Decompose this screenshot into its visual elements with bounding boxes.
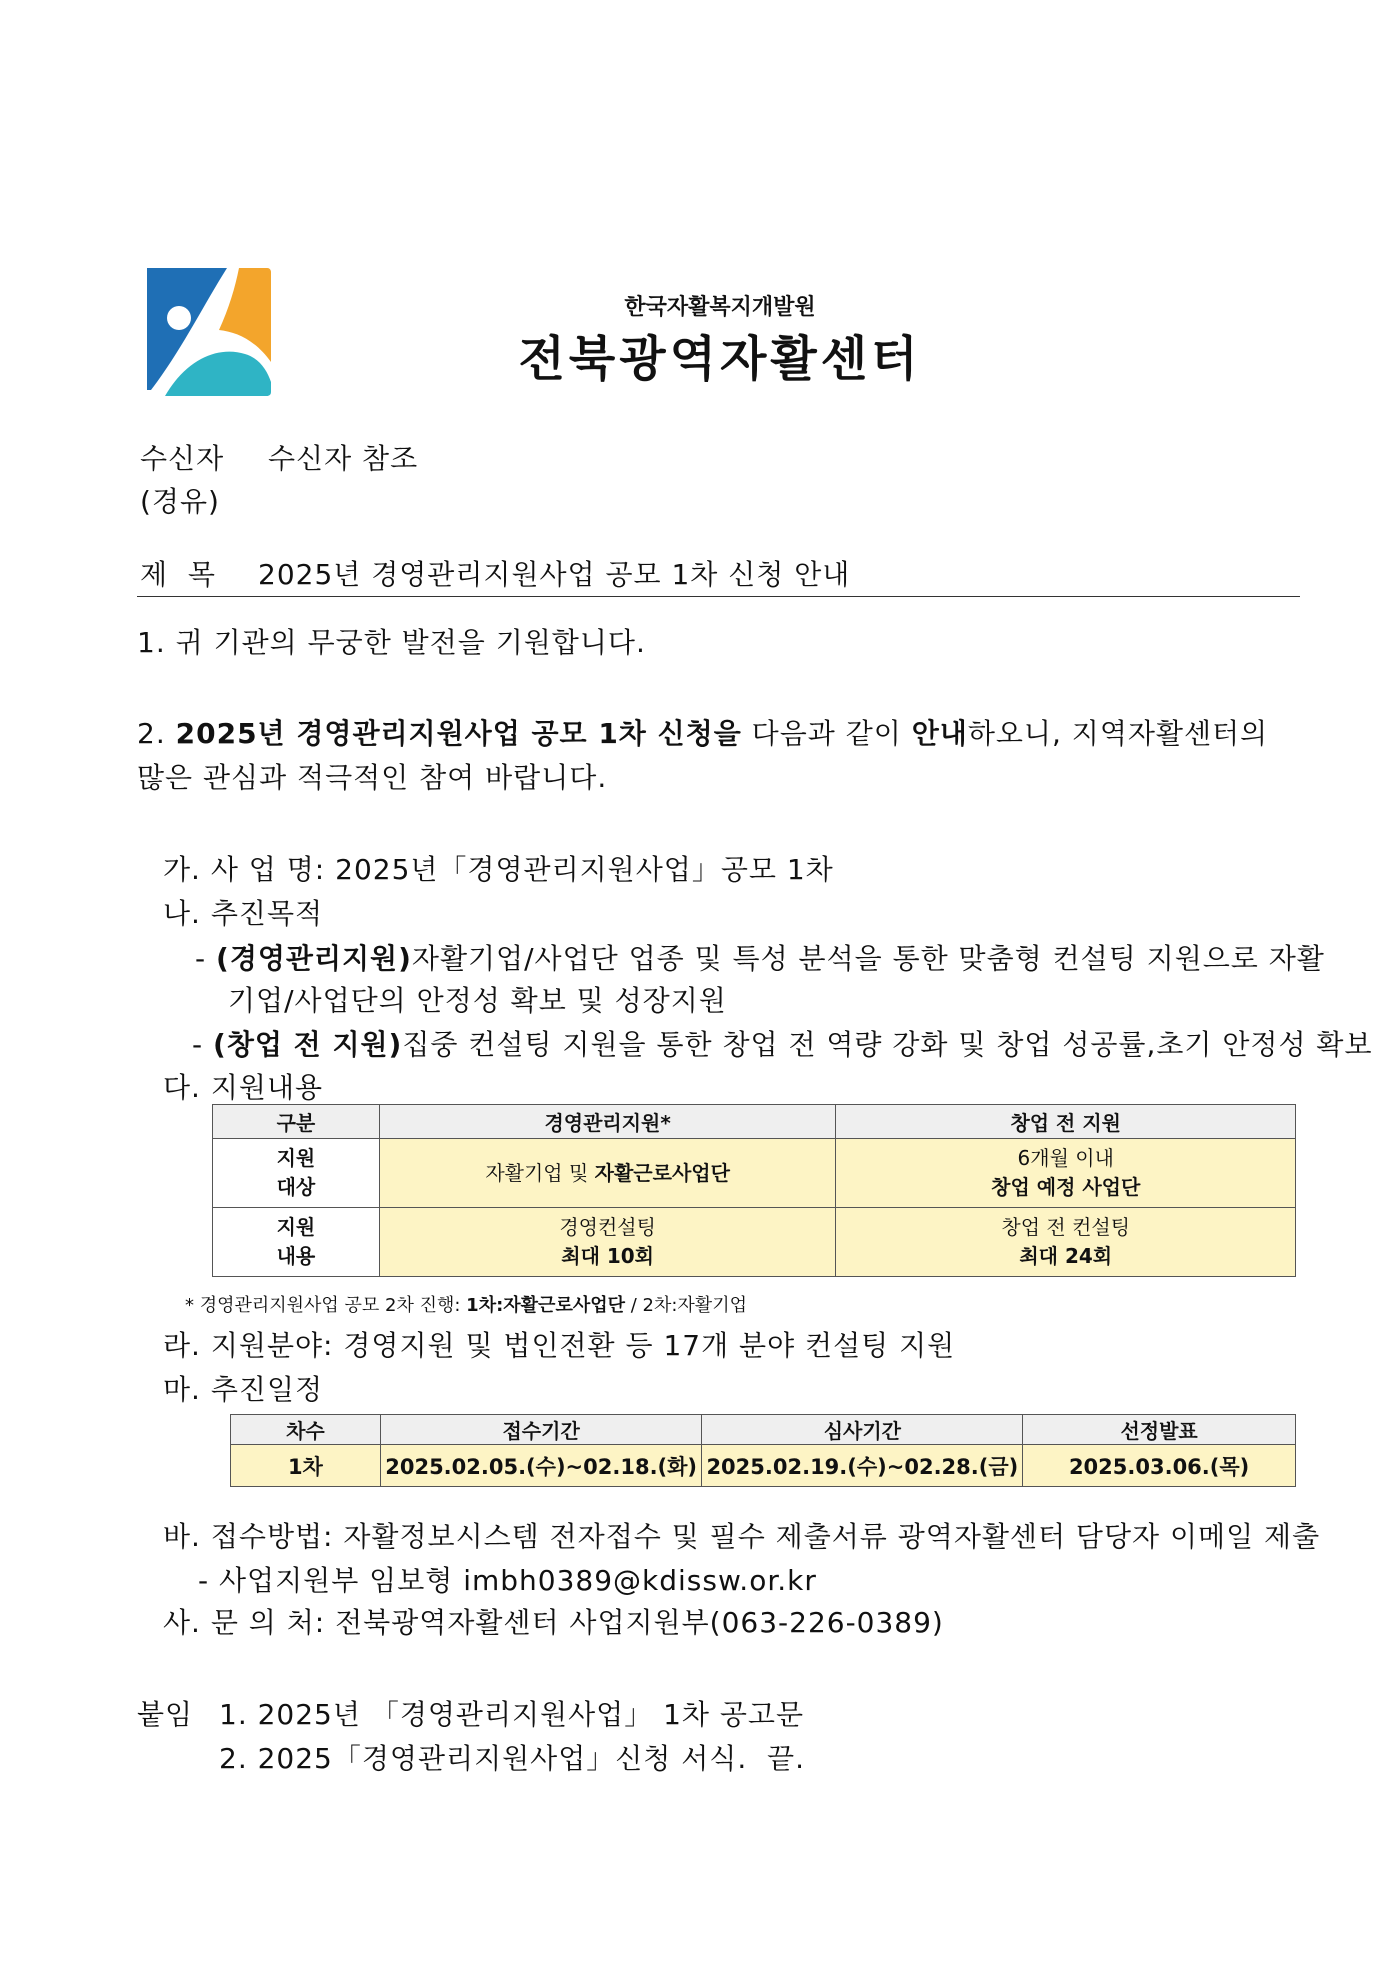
item-ma: 마. 추진일정 [163, 1373, 324, 1406]
item-ba: 바. 접수방법: 자활정보시스템 전자접수 및 필수 제출서류 광역자활센터 담당자 이메일 제출 [163, 1520, 1321, 1553]
table-row [213, 1139, 1296, 1208]
subject-label: 제 목 [140, 558, 216, 591]
paragraph-2-bold-title: 2025년 경영관리지원사업 공모 1차 신청을 [175, 717, 742, 750]
cell-management-content: 경영컨설팅 최대 10회 [379, 1208, 836, 1277]
recipient-label: 수신자 [140, 442, 225, 475]
recipient-value: 수신자 참조 [268, 442, 419, 475]
header-round: 차수 [231, 1415, 381, 1445]
item-na-bullet-1: - (경영관리지원)자활기업/사업단 업종 및 특성 분석을 통한 맞춤형 컨설팅 지원으로 자활 [195, 942, 1325, 975]
attachment-item-2: 2. 2025「경영관리지원사업」신청 서식. 끝. [219, 1742, 806, 1775]
header-management: 경영관리지원* [379, 1105, 836, 1139]
schedule-table-header [231, 1415, 1296, 1445]
bullet-1-bold: (경영관리지원) [216, 942, 412, 975]
person-logo-icon [143, 266, 273, 398]
cell-startup-content: 창업 전 컨설팅 최대 24회 [836, 1208, 1296, 1277]
bullet-1-text: 자활기업/사업단 업종 및 특성 분석을 통한 맞춤형 컨설팅 지원으로 자활 [411, 942, 1325, 975]
cell-round: 1차 [231, 1445, 381, 1487]
header-announcement: 선정발표 [1023, 1415, 1296, 1445]
subject-value: 2025년 경영관리지원사업 공모 1차 신청 안내 [258, 558, 851, 591]
cell-management-target: 자활기업 및 자활근로사업단 [379, 1139, 836, 1208]
schedule-table [230, 1414, 1296, 1487]
attachment-item-1: 1. 2025년 「경영관리지원사업」 1차 공고문 [219, 1698, 805, 1731]
table-row [231, 1445, 1296, 1487]
cell-startup-target: 6개월 이내 창업 예정 사업단 [836, 1139, 1296, 1208]
item-ga: 가. 사 업 명: 2025년「경영관리지원사업」공모 1차 [163, 853, 834, 886]
item-da: 다. 지원내용 [163, 1071, 324, 1104]
paragraph-2-number: 2. [137, 717, 176, 750]
header-startup: 창업 전 지원 [836, 1105, 1296, 1139]
item-na-bullet-2: - (창업 전 지원)집중 컨설팅 지원을 통한 창업 전 역량 강화 및 창업 성공률,초기 안정성 확보 [192, 1028, 1373, 1061]
header-reception: 접수기간 [380, 1415, 702, 1445]
support-table [212, 1104, 1296, 1277]
support-note: * 경영관리지원사업 공모 2차 진행: 1차:자활근로사업단 / 2차:자활기업 [185, 1295, 747, 1316]
support-table-header [213, 1105, 1296, 1139]
header-review: 심사기간 [702, 1415, 1023, 1445]
subject-rule [137, 596, 1300, 597]
paragraph-2-line2: 많은 관심과 적극적인 참여 바랍니다. [137, 761, 608, 794]
row-head-content: 지원 내용 [213, 1208, 380, 1277]
item-na: 나. 추진목적 [163, 897, 324, 930]
header-category: 구분 [213, 1105, 380, 1139]
paragraph-2-text: 다음과 같이 [741, 717, 912, 750]
item-na-bullet-1-cont: 기업/사업단의 안정성 확보 및 성장지원 [228, 984, 727, 1017]
row-head-target: 지원 대상 [213, 1139, 380, 1208]
item-ba-contact: - 사업지원부 임보형 imbh0389@kdissw.or.kr [198, 1564, 817, 1597]
via-label: (경유) [140, 485, 220, 518]
cell-reception-period: 2025.02.05.(수)~02.18.(화) [380, 1445, 702, 1487]
cell-review-period: 2025.02.19.(수)~02.28.(금) [702, 1445, 1023, 1487]
organization-name: 한국자활복지개발원 [624, 295, 816, 320]
paragraph-2-bold-guide: 안내 [911, 717, 968, 750]
table-row [213, 1208, 1296, 1277]
paragraph-2 [137, 712, 1268, 752]
item-ra: 라. 지원분야: 경영지원 및 법인전환 등 17개 분야 컨설팅 지원 [163, 1329, 956, 1362]
attachments-label: 붙임 [137, 1698, 194, 1731]
item-sa: 사. 문 의 처: 전북광역자활센터 사업지원부(063-226-0389) [163, 1606, 944, 1639]
bullet-2-bold: (창업 전 지원) [213, 1028, 403, 1061]
center-name: 전북광역자활센터 [518, 331, 922, 387]
cell-announcement-date: 2025.03.06.(목) [1023, 1445, 1296, 1487]
paragraph-2-text-end: 하오니, 지역자활센터의 [967, 717, 1269, 750]
bullet-2-text: 집중 컨설팅 지원을 통한 창업 전 역량 강화 및 창업 성공률,초기 안정성 확보 [402, 1028, 1373, 1061]
paragraph-1: 1. 귀 기관의 무궁한 발전을 기원합니다. [137, 626, 646, 659]
